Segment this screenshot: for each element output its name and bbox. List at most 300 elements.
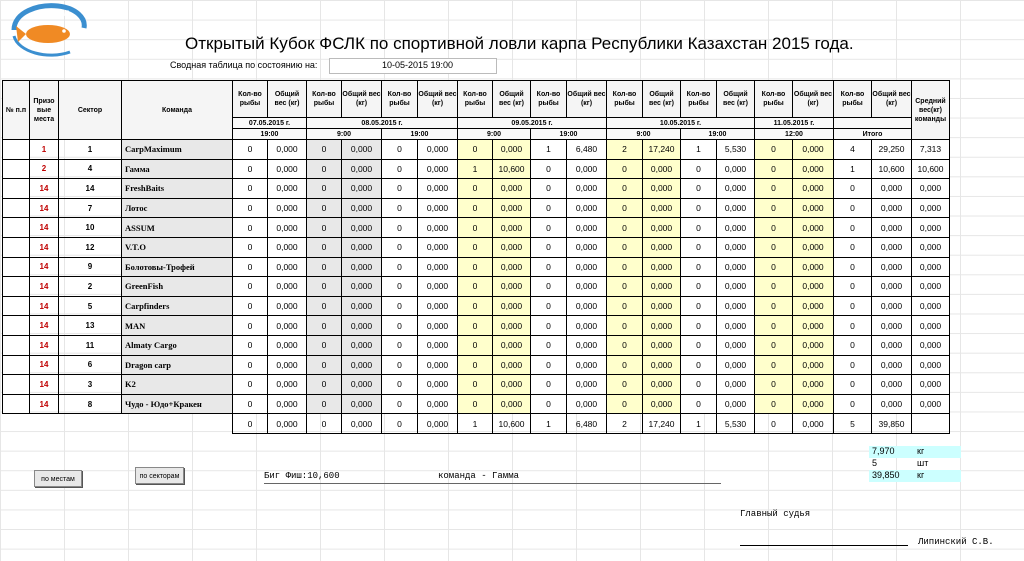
cell-team[interactable]: FreshBaits	[122, 179, 233, 199]
cell-count[interactable]: 0	[233, 159, 268, 179]
cell-weight[interactable]: 0,000	[342, 375, 382, 395]
cell-weight[interactable]: 0,000	[793, 179, 834, 199]
cell-sector[interactable]: 3	[59, 375, 122, 395]
cell-count[interactable]: 0	[834, 277, 872, 297]
cell-count[interactable]: 0	[307, 237, 342, 257]
cell-weight[interactable]: 0,000	[793, 198, 834, 218]
cell-avg[interactable]: 0,000	[912, 394, 950, 414]
cell-count[interactable]: 0	[607, 316, 643, 336]
cell-weight[interactable]: 0,000	[643, 198, 681, 218]
total-count[interactable]: 0	[382, 414, 418, 434]
cell-count[interactable]: 0	[834, 237, 872, 257]
cell-count[interactable]: 4	[834, 140, 872, 160]
cell-weight[interactable]: 0,000	[268, 316, 307, 336]
total-weight[interactable]: 0,000	[342, 414, 382, 434]
cell-count[interactable]: 0	[755, 277, 793, 297]
cell-num[interactable]	[3, 394, 30, 414]
cell-count[interactable]: 0	[755, 375, 793, 395]
cell-count[interactable]: 0	[607, 257, 643, 277]
cell-weight[interactable]: 0,000	[342, 355, 382, 375]
cell-team[interactable]: V.T.O	[122, 237, 233, 257]
cell-weight[interactable]: 0,000	[643, 159, 681, 179]
cell-count[interactable]: 0	[233, 257, 268, 277]
cell-weight[interactable]: 0,000	[872, 218, 912, 238]
cell-count[interactable]: 0	[834, 257, 872, 277]
cell-count[interactable]: 0	[834, 355, 872, 375]
cell-count[interactable]: 0	[607, 375, 643, 395]
cell-sector[interactable]: 14	[59, 179, 122, 199]
cell-weight[interactable]: 0,000	[717, 198, 755, 218]
cell-count[interactable]: 0	[307, 316, 342, 336]
cell-sector[interactable]: 2	[59, 277, 122, 297]
cell-weight[interactable]: 0,000	[643, 355, 681, 375]
cell-count[interactable]: 0	[233, 218, 268, 238]
cell-avg[interactable]: 0,000	[912, 218, 950, 238]
cell-weight[interactable]: 0,000	[717, 375, 755, 395]
cell-count[interactable]: 0	[458, 257, 493, 277]
cell-count[interactable]: 0	[834, 394, 872, 414]
cell-count[interactable]: 0	[755, 198, 793, 218]
cell-count[interactable]: 0	[458, 140, 493, 160]
cell-count[interactable]: 0	[382, 375, 418, 395]
cell-weight[interactable]: 0,000	[493, 218, 531, 238]
cell-weight[interactable]: 0,000	[643, 375, 681, 395]
cell-count[interactable]: 0	[233, 140, 268, 160]
cell-count[interactable]: 0	[681, 296, 717, 316]
total-weight[interactable]: 6,480	[567, 414, 607, 434]
cell-count[interactable]: 0	[531, 159, 567, 179]
cell-count[interactable]: 0	[458, 355, 493, 375]
total-weight[interactable]: 0,000	[418, 414, 458, 434]
cell-count[interactable]: 0	[307, 375, 342, 395]
cell-count[interactable]: 0	[834, 296, 872, 316]
cell-weight[interactable]: 0,000	[493, 335, 531, 355]
cell-count[interactable]: 0	[531, 218, 567, 238]
total-count[interactable]: 0	[307, 414, 342, 434]
cell-count[interactable]: 0	[681, 159, 717, 179]
cell-weight[interactable]: 0,000	[793, 335, 834, 355]
total-count[interactable]: 0	[755, 414, 793, 434]
cell-weight[interactable]: 0,000	[567, 394, 607, 414]
cell-weight[interactable]: 0,000	[567, 316, 607, 336]
cell-avg[interactable]: 7,313	[912, 140, 950, 160]
cell-team[interactable]: Лотос	[122, 198, 233, 218]
total-weight[interactable]: 0,000	[268, 414, 307, 434]
cell-weight[interactable]: 0,000	[418, 316, 458, 336]
cell-count[interactable]: 0	[458, 394, 493, 414]
cell-count[interactable]: 0	[233, 277, 268, 297]
cell-count[interactable]: 0	[307, 394, 342, 414]
cell-num[interactable]	[3, 316, 30, 336]
cell-count[interactable]: 0	[681, 257, 717, 277]
cell-count[interactable]: 1	[834, 159, 872, 179]
cell-weight[interactable]: 0,000	[342, 179, 382, 199]
cell-sector[interactable]: 10	[59, 218, 122, 238]
cell-count[interactable]: 0	[382, 335, 418, 355]
total-avg[interactable]	[912, 414, 950, 434]
cell-count[interactable]: 0	[607, 198, 643, 218]
cell-count[interactable]: 0	[382, 159, 418, 179]
cell-weight[interactable]: 0,000	[418, 375, 458, 395]
cell-weight[interactable]: 0,000	[643, 257, 681, 277]
cell-count[interactable]: 0	[681, 394, 717, 414]
cell-count[interactable]: 0	[458, 296, 493, 316]
cell-weight[interactable]: 0,000	[793, 296, 834, 316]
cell-count[interactable]: 0	[681, 355, 717, 375]
cell-count[interactable]: 0	[834, 179, 872, 199]
cell-weight[interactable]: 0,000	[418, 296, 458, 316]
cell-weight[interactable]: 0,000	[567, 179, 607, 199]
cell-weight[interactable]: 0,000	[268, 375, 307, 395]
cell-count[interactable]: 1	[458, 159, 493, 179]
cell-count[interactable]: 0	[458, 316, 493, 336]
cell-weight[interactable]: 17,240	[643, 140, 681, 160]
cell-count[interactable]: 0	[681, 237, 717, 257]
cell-sector[interactable]: 1	[59, 140, 122, 160]
cell-team[interactable]: Dragon carp	[122, 355, 233, 375]
cell-num[interactable]	[3, 159, 30, 179]
cell-count[interactable]: 0	[531, 335, 567, 355]
cell-count[interactable]: 0	[755, 335, 793, 355]
cell-avg[interactable]: 0,000	[912, 375, 950, 395]
cell-weight[interactable]: 0,000	[268, 257, 307, 277]
cell-weight[interactable]: 0,000	[872, 198, 912, 218]
cell-sector[interactable]: 12	[59, 237, 122, 257]
cell-weight[interactable]: 0,000	[342, 159, 382, 179]
cell-weight[interactable]: 0,000	[493, 394, 531, 414]
cell-weight[interactable]: 0,000	[872, 257, 912, 277]
cell-weight[interactable]: 0,000	[567, 375, 607, 395]
total-count[interactable]: 1	[681, 414, 717, 434]
cell-count[interactable]: 0	[382, 198, 418, 218]
cell-num[interactable]	[3, 375, 30, 395]
cell-weight[interactable]: 0,000	[342, 277, 382, 297]
cell-place[interactable]: 14	[30, 218, 59, 238]
cell-weight[interactable]: 0,000	[493, 257, 531, 277]
cell-team[interactable]: Almaty Cargo	[122, 335, 233, 355]
cell-count[interactable]: 0	[755, 257, 793, 277]
cell-count[interactable]: 0	[607, 218, 643, 238]
cell-avg[interactable]: 0,000	[912, 355, 950, 375]
cell-weight[interactable]: 0,000	[567, 355, 607, 375]
cell-place[interactable]: 1	[30, 140, 59, 160]
cell-num[interactable]	[3, 296, 30, 316]
cell-weight[interactable]: 0,000	[342, 257, 382, 277]
cell-weight[interactable]: 0,000	[717, 218, 755, 238]
cell-team[interactable]: ASSUM	[122, 218, 233, 238]
cell-count[interactable]: 0	[834, 316, 872, 336]
cell-weight[interactable]: 0,000	[418, 198, 458, 218]
cell-weight[interactable]: 0,000	[793, 375, 834, 395]
cell-count[interactable]: 0	[458, 375, 493, 395]
cell-count[interactable]: 0	[382, 257, 418, 277]
cell-weight[interactable]: 0,000	[268, 394, 307, 414]
cell-count[interactable]: 0	[233, 394, 268, 414]
cell-count[interactable]: 0	[755, 296, 793, 316]
cell-num[interactable]	[3, 198, 30, 218]
cell-weight[interactable]: 0,000	[493, 277, 531, 297]
cell-count[interactable]: 0	[607, 237, 643, 257]
cell-count[interactable]: 0	[382, 179, 418, 199]
cell-count[interactable]: 0	[233, 355, 268, 375]
cell-weight[interactable]: 0,000	[268, 179, 307, 199]
cell-count[interactable]: 0	[233, 296, 268, 316]
cell-count[interactable]: 0	[233, 198, 268, 218]
cell-weight[interactable]: 0,000	[717, 316, 755, 336]
cell-weight[interactable]: 0,000	[717, 179, 755, 199]
cell-count[interactable]: 0	[531, 296, 567, 316]
cell-weight[interactable]: 0,000	[418, 394, 458, 414]
total-weight[interactable]: 17,240	[643, 414, 681, 434]
cell-weight[interactable]: 0,000	[793, 159, 834, 179]
cell-weight[interactable]: 0,000	[418, 355, 458, 375]
cell-weight[interactable]: 0,000	[717, 277, 755, 297]
cell-place[interactable]: 2	[30, 159, 59, 179]
cell-num[interactable]	[3, 218, 30, 238]
cell-count[interactable]: 0	[681, 335, 717, 355]
cell-weight[interactable]: 0,000	[567, 296, 607, 316]
cell-count[interactable]: 1	[681, 140, 717, 160]
cell-count[interactable]: 0	[755, 355, 793, 375]
cell-num[interactable]	[3, 355, 30, 375]
cell-count[interactable]: 0	[233, 179, 268, 199]
cell-weight[interactable]: 10,600	[872, 159, 912, 179]
cell-count[interactable]: 0	[382, 277, 418, 297]
cell-weight[interactable]: 0,000	[643, 394, 681, 414]
cell-weight[interactable]: 0,000	[872, 237, 912, 257]
cell-count[interactable]: 0	[458, 218, 493, 238]
cell-team[interactable]: Гамма	[122, 159, 233, 179]
cell-avg[interactable]: 0,000	[912, 257, 950, 277]
cell-weight[interactable]: 0,000	[643, 296, 681, 316]
cell-count[interactable]: 0	[607, 355, 643, 375]
cell-weight[interactable]: 0,000	[493, 198, 531, 218]
cell-count[interactable]: 0	[307, 198, 342, 218]
cell-weight[interactable]: 0,000	[717, 394, 755, 414]
cell-weight[interactable]: 0,000	[793, 277, 834, 297]
cell-place[interactable]: 14	[30, 257, 59, 277]
cell-weight[interactable]: 0,000	[268, 159, 307, 179]
cell-count[interactable]: 0	[382, 296, 418, 316]
cell-weight[interactable]: 0,000	[872, 277, 912, 297]
cell-count[interactable]: 0	[834, 198, 872, 218]
cell-weight[interactable]: 0,000	[493, 355, 531, 375]
cell-num[interactable]	[3, 277, 30, 297]
cell-count[interactable]: 0	[834, 335, 872, 355]
total-count[interactable]: 1	[458, 414, 493, 434]
cell-sector[interactable]: 13	[59, 316, 122, 336]
cell-weight[interactable]: 0,000	[872, 179, 912, 199]
cell-count[interactable]: 0	[307, 257, 342, 277]
cell-weight[interactable]: 0,000	[793, 394, 834, 414]
cell-weight[interactable]: 0,000	[717, 296, 755, 316]
cell-sector[interactable]: 7	[59, 198, 122, 218]
cell-count[interactable]: 0	[233, 375, 268, 395]
cell-weight[interactable]: 0,000	[418, 159, 458, 179]
cell-team[interactable]: Чудо - Юдо+Кракен	[122, 394, 233, 414]
cell-count[interactable]: 0	[531, 257, 567, 277]
cell-weight[interactable]: 0,000	[567, 218, 607, 238]
total-weight[interactable]: 0,000	[793, 414, 834, 434]
cell-count[interactable]: 0	[382, 218, 418, 238]
cell-count[interactable]: 0	[681, 277, 717, 297]
cell-count[interactable]: 0	[681, 198, 717, 218]
cell-weight[interactable]: 0,000	[493, 375, 531, 395]
cell-count[interactable]: 0	[755, 159, 793, 179]
cell-count[interactable]: 0	[307, 179, 342, 199]
cell-weight[interactable]: 0,000	[268, 296, 307, 316]
cell-avg[interactable]: 0,000	[912, 198, 950, 218]
cell-weight[interactable]: 0,000	[418, 257, 458, 277]
cell-weight[interactable]: 0,000	[793, 316, 834, 336]
cell-sector[interactable]: 8	[59, 394, 122, 414]
cell-weight[interactable]: 0,000	[342, 218, 382, 238]
cell-weight[interactable]: 0,000	[643, 316, 681, 336]
cell-weight[interactable]: 0,000	[872, 316, 912, 336]
total-weight[interactable]: 5,530	[717, 414, 755, 434]
cell-place[interactable]: 14	[30, 394, 59, 414]
cell-count[interactable]: 0	[607, 159, 643, 179]
cell-count[interactable]: 0	[755, 140, 793, 160]
cell-place[interactable]: 14	[30, 179, 59, 199]
cell-count[interactable]: 2	[607, 140, 643, 160]
cell-weight[interactable]: 0,000	[268, 355, 307, 375]
total-count[interactable]: 0	[233, 414, 268, 434]
cell-place[interactable]: 14	[30, 277, 59, 297]
cell-count[interactable]: 0	[681, 218, 717, 238]
cell-place[interactable]: 14	[30, 335, 59, 355]
cell-avg[interactable]: 10,600	[912, 159, 950, 179]
cell-weight[interactable]: 0,000	[268, 218, 307, 238]
cell-count[interactable]: 0	[681, 179, 717, 199]
cell-count[interactable]: 0	[681, 375, 717, 395]
cell-weight[interactable]: 0,000	[342, 140, 382, 160]
cell-weight[interactable]: 0,000	[793, 355, 834, 375]
cell-count[interactable]: 0	[531, 394, 567, 414]
cell-count[interactable]: 0	[531, 179, 567, 199]
cell-weight[interactable]: 0,000	[717, 257, 755, 277]
cell-weight[interactable]: 0,000	[418, 179, 458, 199]
cell-count[interactable]: 1	[531, 140, 567, 160]
cell-num[interactable]	[3, 335, 30, 355]
cell-sector[interactable]: 6	[59, 355, 122, 375]
sort-by-sector-button[interactable]: по секторам	[135, 467, 184, 484]
cell-weight[interactable]: 0,000	[567, 237, 607, 257]
cell-weight[interactable]: 0,000	[493, 179, 531, 199]
cell-weight[interactable]: 0,000	[342, 316, 382, 336]
cell-weight[interactable]: 6,480	[567, 140, 607, 160]
cell-avg[interactable]: 0,000	[912, 179, 950, 199]
total-count[interactable]: 2	[607, 414, 643, 434]
cell-count[interactable]: 0	[382, 140, 418, 160]
cell-count[interactable]: 0	[233, 237, 268, 257]
total-weight[interactable]: 10,600	[493, 414, 531, 434]
cell-weight[interactable]: 0,000	[643, 179, 681, 199]
cell-team[interactable]: GreenFish	[122, 277, 233, 297]
cell-weight[interactable]: 5,530	[717, 140, 755, 160]
cell-avg[interactable]: 0,000	[912, 316, 950, 336]
cell-count[interactable]: 0	[382, 355, 418, 375]
cell-weight[interactable]: 0,000	[567, 277, 607, 297]
cell-count[interactable]: 0	[307, 218, 342, 238]
cell-count[interactable]: 0	[458, 335, 493, 355]
cell-weight[interactable]: 0,000	[793, 257, 834, 277]
sort-by-place-button[interactable]: по местам	[34, 470, 82, 487]
cell-place[interactable]: 14	[30, 355, 59, 375]
cell-team[interactable]: MAN	[122, 316, 233, 336]
cell-count[interactable]: 0	[607, 394, 643, 414]
cell-count[interactable]: 0	[458, 277, 493, 297]
cell-count[interactable]: 0	[681, 316, 717, 336]
cell-weight[interactable]: 0,000	[268, 140, 307, 160]
cell-count[interactable]: 0	[307, 296, 342, 316]
cell-count[interactable]: 0	[755, 237, 793, 257]
cell-count[interactable]: 0	[307, 277, 342, 297]
cell-team[interactable]: K2	[122, 375, 233, 395]
cell-weight[interactable]: 0,000	[717, 159, 755, 179]
cell-place[interactable]: 14	[30, 316, 59, 336]
cell-place[interactable]: 14	[30, 237, 59, 257]
cell-weight[interactable]: 0,000	[872, 355, 912, 375]
cell-weight[interactable]: 0,000	[418, 335, 458, 355]
cell-weight[interactable]: 0,000	[567, 257, 607, 277]
cell-weight[interactable]: 0,000	[643, 237, 681, 257]
cell-count[interactable]: 0	[834, 218, 872, 238]
cell-count[interactable]: 0	[382, 394, 418, 414]
cell-num[interactable]	[3, 237, 30, 257]
cell-count[interactable]: 0	[834, 375, 872, 395]
cell-team[interactable]: Болотовы-Трофей	[122, 257, 233, 277]
cell-weight[interactable]: 0,000	[643, 218, 681, 238]
cell-sector[interactable]: 9	[59, 257, 122, 277]
cell-weight[interactable]: 0,000	[268, 198, 307, 218]
cell-count[interactable]: 0	[755, 394, 793, 414]
cell-place[interactable]: 14	[30, 198, 59, 218]
cell-weight[interactable]: 0,000	[268, 335, 307, 355]
cell-count[interactable]: 0	[607, 296, 643, 316]
cell-count[interactable]: 0	[307, 335, 342, 355]
cell-count[interactable]: 0	[458, 198, 493, 218]
cell-sector[interactable]: 4	[59, 159, 122, 179]
total-weight[interactable]: 39,850	[872, 414, 912, 434]
cell-count[interactable]: 0	[755, 179, 793, 199]
cell-weight[interactable]: 0,000	[643, 335, 681, 355]
cell-count[interactable]: 0	[307, 355, 342, 375]
cell-avg[interactable]: 0,000	[912, 237, 950, 257]
cell-weight[interactable]: 10,600	[493, 159, 531, 179]
cell-weight[interactable]: 0,000	[793, 218, 834, 238]
cell-weight[interactable]: 0,000	[793, 237, 834, 257]
cell-weight[interactable]: 0,000	[717, 237, 755, 257]
cell-weight[interactable]: 0,000	[418, 277, 458, 297]
total-count[interactable]: 5	[834, 414, 872, 434]
cell-weight[interactable]: 0,000	[342, 198, 382, 218]
cell-weight[interactable]: 0,000	[872, 335, 912, 355]
cell-weight[interactable]: 0,000	[567, 159, 607, 179]
cell-count[interactable]: 0	[607, 335, 643, 355]
cell-weight[interactable]: 0,000	[793, 140, 834, 160]
cell-avg[interactable]: 0,000	[912, 277, 950, 297]
cell-count[interactable]: 0	[531, 355, 567, 375]
cell-num[interactable]	[3, 257, 30, 277]
cell-weight[interactable]: 0,000	[418, 140, 458, 160]
cell-avg[interactable]: 0,000	[912, 335, 950, 355]
cell-weight[interactable]: 0,000	[872, 394, 912, 414]
cell-count[interactable]: 0	[458, 179, 493, 199]
cell-count[interactable]: 0	[755, 316, 793, 336]
cell-count[interactable]: 0	[307, 159, 342, 179]
cell-count[interactable]: 0	[531, 316, 567, 336]
